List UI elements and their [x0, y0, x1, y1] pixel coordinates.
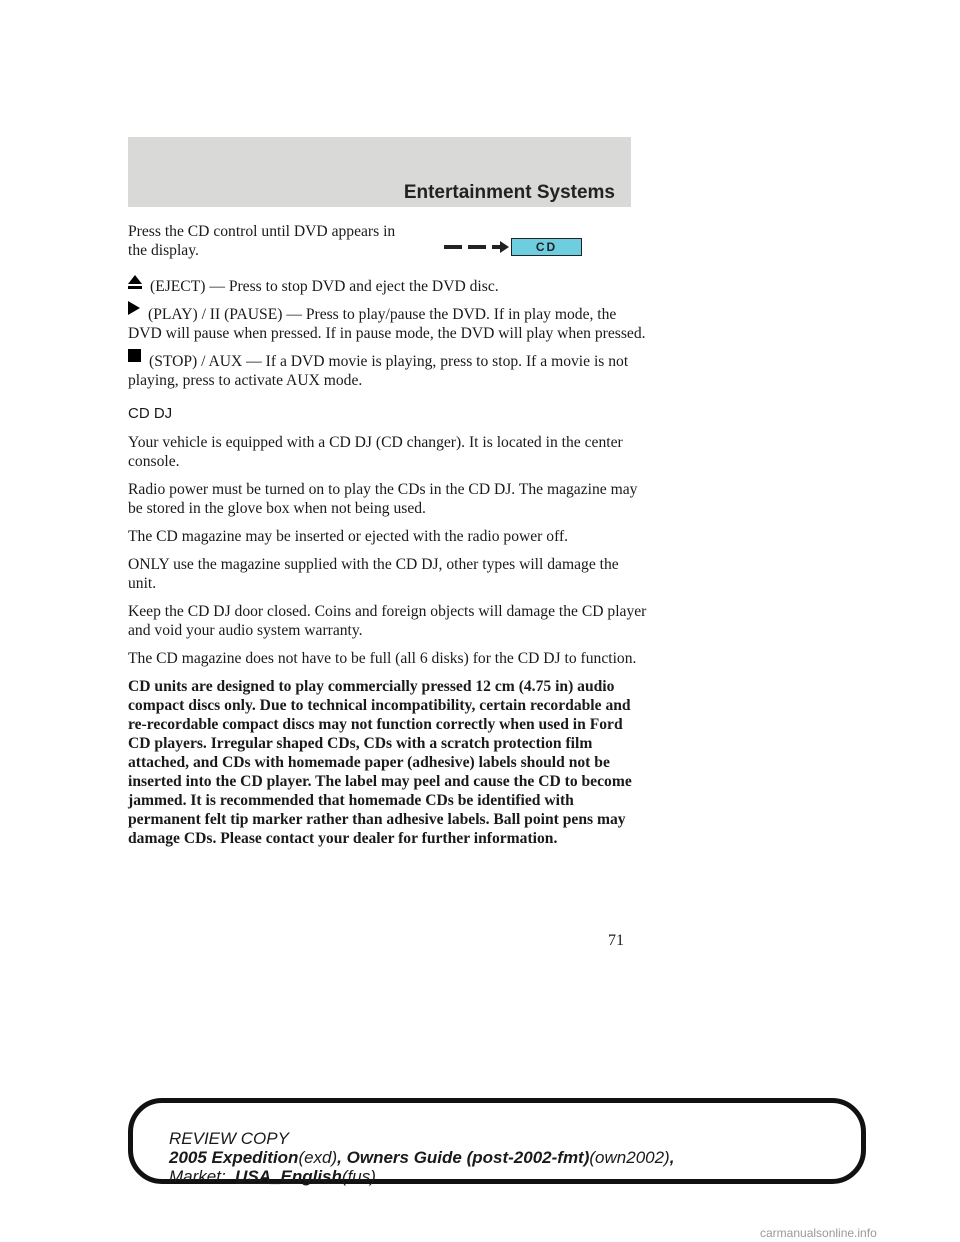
watermark: carmanualsonline.info	[760, 1226, 877, 1240]
page-content	[128, 222, 648, 857]
paragraph: The CD magazine does not have to be full (all 6 disks) for the CD DJ to function.	[128, 650, 637, 667]
market-line: Market: USA_English(fus)	[169, 1167, 376, 1186]
stop-paragraph: (STOP) / AUX — If a DVD movie is playing, press to stop. If a movie is not playing, press to activate AUX mode.	[128, 352, 648, 390]
eject-icon	[128, 275, 142, 289]
paragraph: Radio power must be turned on to play the CDs in the CD DJ. The magazine may be stored in the glove box when not being used.	[128, 481, 638, 517]
cd-button-icon: CD	[511, 238, 582, 256]
paragraph: The CD magazine may be inserted or ejected with the radio power off.	[128, 528, 569, 545]
paragraph: Your vehicle is equipped with a CD DJ (CD changer). It is located in the center console.	[128, 434, 623, 470]
paragraph: Keep the CD DJ door closed. Coins and foreign objects will damage the CD player and void your audio system warranty.	[128, 603, 647, 639]
paragraph: ONLY use the magazine supplied with the CD DJ, other types will damage the unit.	[128, 556, 619, 592]
eject-paragraph: (EJECT) — Press to stop DVD and eject the DVD disc.	[128, 277, 648, 296]
play-paragraph: (PLAY) / II (PAUSE) — Press to play/pause the DVD. If in play mode, the DVD will pause when pressed. If in pause mode, the DVD will play when pressed.	[128, 305, 648, 343]
section-heading-cd-dj: CD DJ	[128, 405, 173, 422]
stop-icon	[128, 349, 141, 362]
header-band	[128, 137, 631, 207]
play-icon	[128, 301, 140, 315]
section-header-title: Entertainment Systems	[403, 182, 615, 203]
document-identifier-line: 2005 Expedition(exd), Owners Guide (post-2002-fmt)(own2002),	[169, 1148, 675, 1167]
intro-paragraph: Press the CD control until DVD appears in the display.	[128, 223, 396, 259]
review-copy-box	[128, 1098, 866, 1184]
cd-warning-paragraph: CD units are designed to play commercially pressed 12 cm (4.75 in) audio compact discs only. Due to technical incompatibility, certain recordable and re-recordable compact discs may not function correctly when used in Ford CD players. Irregular shaped CDs, CDs with a scratch protection film attached, and CDs with homemade paper (adhesive) labels should not be inserted into the CD player. The label may peel and cause the CD to become jammed. It is recommended that homemade CDs be identified with permanent felt tip marker rather than adhesive labels. Ball point pens may damage CDs. Please contact your dealer for further information.	[128, 678, 632, 847]
review-copy-label: REVIEW COPY	[169, 1129, 289, 1148]
page-number: 71	[608, 932, 624, 949]
